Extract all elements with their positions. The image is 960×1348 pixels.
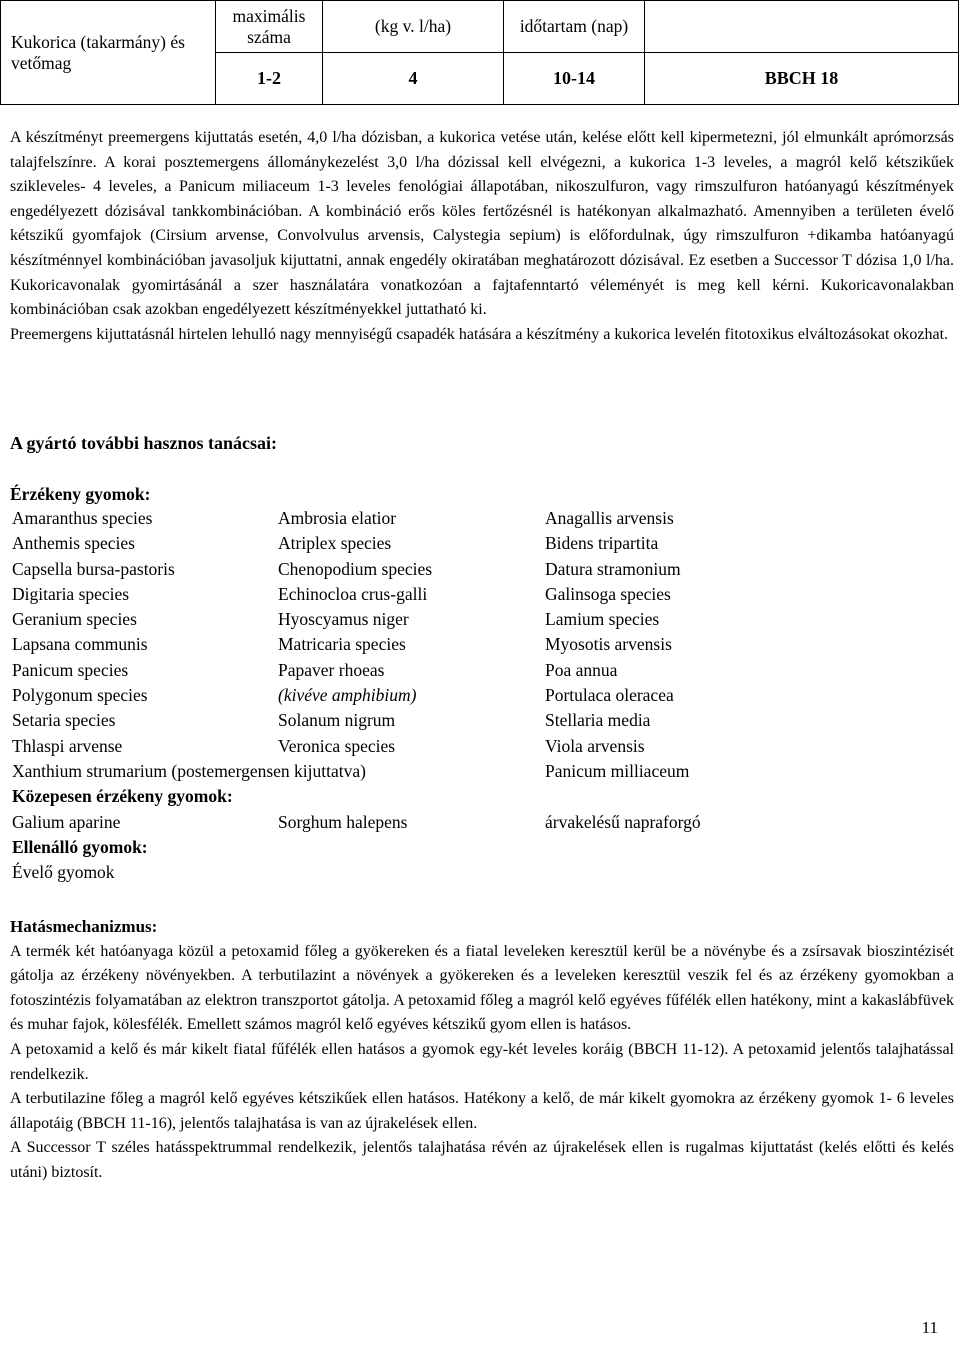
application-table xyxy=(0,0,959,105)
mechanism-section xyxy=(10,915,954,1186)
weed-row xyxy=(10,660,954,685)
header-empty xyxy=(645,1,959,53)
weed-name: Portulaca oleracea xyxy=(545,685,674,706)
mechanism-paragraph: A petoxamid a kelő és már kikelt fiatal fűfélék ellen hatásos a gyomok egy-két leveles koráig (BBCH 11-12). A petoxamid jelentős talajhatással rendelkezik. xyxy=(10,1040,954,1083)
weed-name: Xanthium strumarium (postemergensen kijuttatva) xyxy=(12,760,366,781)
weed-name: Veronica species xyxy=(278,735,396,756)
weed-row xyxy=(10,634,954,659)
weed-name: Hyoscyamus niger xyxy=(278,609,409,630)
page-number: 11 xyxy=(921,1318,938,1337)
usage-paragraph: A készítményt preemergens kijuttatás esetén, 4,0 l/ha dózisban, a kukorica vetése után, kelése előtt kell kipermetezni, jól elmunkált aprómorzsás talajfelszínre. A korai posztemergens állománykezelést 3,0 l/ha dózissal kell elvégezni, a kukorica 1-3 leveles, a magról kelő kétszikűek szikleveles- 4 leveles, a Panicum miliaceum 1-3 leveles fenológiai állapotában, nikoszulfuron, vagy rimszulfuron hatóanyagú készítmények engedélyezett dózisával tankkombinációban. A kombináció erős köles fertőzésnél is hatékonyan alkalmazható. Amennyiben a területen évelő kétszikű gyomfajok (Cirsium arvense, Convolvulus arvensis, Calystegia sepium) is előfordulnak, úgy rimszulfuron +dikamba hatóanyagú készítménnyel kombinációban javasoljuk kijuttatni, annak engedély okiratában meghatározott dózisával. Ez esetben a Successor T dózisa 1,0 l/ha. Kukoricavonalak gyomirtásánál a szer használatára vonatkozóan a fajtafenntartó véleményét is meg kell kérni. Kukoricavonalakban kombinációban csak azokban engedélyezett készítményekkel juttatható ki. xyxy=(10,129,954,319)
value-bbch: BBCH 18 xyxy=(645,53,959,105)
weed-name: Anagallis arvensis xyxy=(545,508,674,528)
mechanism-paragraph: A termék két hatóanyaga közül a petoxamid főleg a gyökereken és a fiatal leveleken keresztül kerül be a növénybe és a zsírsavak bioszintézisét gátolja az érzékeny növényekben. A terbutilazint a növények a gyökereken és a leveleken keresztül veszik fel és az érzékeny gyomokban a fotoszintézis folyamatában az elektron transzportot gátolja. A petoxamid főleg a magról kelő egyéves fűfélék ellen hatékony, mint a kakaslábfüvek és muhar fajok, kölesfélék. Emellett számos magról kelő egyéves kétszikű gyom ellen is hatásos. xyxy=(10,942,954,1034)
weed-name: árvakelésű napraforgó xyxy=(545,811,701,832)
preemergent-warning: Preemergens kijuttatásnál hirtelen lehulló nagy mennyiségű csapadék hatására a készítmény a kukorica levelén fitotoxikus elváltozásokat okozhat. xyxy=(10,325,949,343)
weed-row xyxy=(10,812,954,837)
weed-row xyxy=(10,862,954,887)
weed-name: Galium aparine xyxy=(12,811,121,832)
weed-note: (kivéve amphibium) xyxy=(278,685,417,706)
value-dose: 4 xyxy=(323,53,504,105)
weed-row xyxy=(10,736,954,761)
header-duration: időtartam (nap) xyxy=(504,1,645,53)
weed-row xyxy=(10,533,954,558)
weed-row xyxy=(10,508,954,533)
weed-name: Lapsana communis xyxy=(12,634,148,655)
weed-name: Solanum nigrum xyxy=(278,710,396,731)
mechanism-heading: Hatásmechanizmus: xyxy=(10,917,158,936)
crop-cell: Kukorica (takarmány) és vetőmag xyxy=(1,1,216,105)
weed-name: Poa annua xyxy=(545,659,618,680)
weed-name: Matricaria species xyxy=(278,634,406,655)
advice-heading: A gyártó további hasznos tanácsai: xyxy=(10,433,278,453)
weed-row xyxy=(10,685,954,710)
weed-row xyxy=(10,609,954,634)
weed-name: Lamium species xyxy=(545,609,660,630)
medium-heading-row xyxy=(10,786,954,811)
weed-row xyxy=(10,559,954,584)
weed-row xyxy=(10,761,954,786)
header-dose: (kg v. l/ha) xyxy=(323,1,504,53)
weed-name: Echinocloa crus-galli xyxy=(278,583,428,604)
weed-name: Anthemis species xyxy=(12,533,135,554)
weed-name: Sorghum halepens xyxy=(278,811,408,832)
weed-row xyxy=(10,584,954,609)
weed-name: Atriplex species xyxy=(278,533,392,554)
weed-name: Chenopodium species xyxy=(278,558,433,579)
value-duration: 10-14 xyxy=(504,53,645,105)
weed-name: Bidens tripartita xyxy=(545,533,659,554)
resistant-heading: Ellenálló gyomok: xyxy=(12,836,148,857)
mechanism-paragraph: A terbutilazine főleg a magról kelő egyéves kétszikűek ellen hatásos. Hatékony a kelő, de már kikelt gyomokra az érzékeny gyomok 1- 6 leveles állapotáig (BBCH 11-16), jelentős talajhatása is van az újrakelések ellen. xyxy=(10,1090,954,1132)
weed-name: Amaranthus species xyxy=(12,508,153,528)
header-max-count: maximális száma xyxy=(216,1,323,53)
weed-name: Galinsoga species xyxy=(545,583,671,604)
weed-name: Papaver rhoeas xyxy=(278,659,385,680)
weed-name: Stellaria media xyxy=(545,710,651,731)
weed-name: Panicum milliaceum xyxy=(545,760,690,781)
weed-name: Digitaria species xyxy=(12,583,130,604)
weed-name: Thlaspi arvense xyxy=(12,735,123,756)
usage-text xyxy=(10,126,954,347)
mechanism-paragraph: A Successor T széles hatásspektrummal rendelkezik, jelentős talajhatása révén az újrakelések ellen is rugalmas kijuttatást (kelés előtti és kelés utáni) biztosít. xyxy=(10,1139,954,1181)
weed-name: Viola arvensis xyxy=(545,735,645,756)
weed-name: Polygonum species xyxy=(12,685,148,706)
weed-name: Évelő gyomok xyxy=(12,862,115,883)
resistant-heading-row xyxy=(10,837,954,862)
weed-name: Geranium species xyxy=(12,609,137,630)
sensitive-heading: Érzékeny gyomok: xyxy=(10,484,151,504)
weed-list xyxy=(10,508,954,887)
value-max-count: 1-2 xyxy=(216,53,323,105)
weed-name: Setaria species xyxy=(12,710,116,731)
weed-name: Ambrosia elatior xyxy=(278,508,397,528)
weed-name: Myosotis arvensis xyxy=(545,634,672,655)
medium-heading: Közepesen érzékeny gyomok: xyxy=(12,786,233,807)
weed-name: Capsella bursa-pastoris xyxy=(12,558,175,579)
weed-name: Datura stramonium xyxy=(545,558,681,579)
weed-name: Panicum species xyxy=(12,659,129,680)
weed-row xyxy=(10,710,954,735)
